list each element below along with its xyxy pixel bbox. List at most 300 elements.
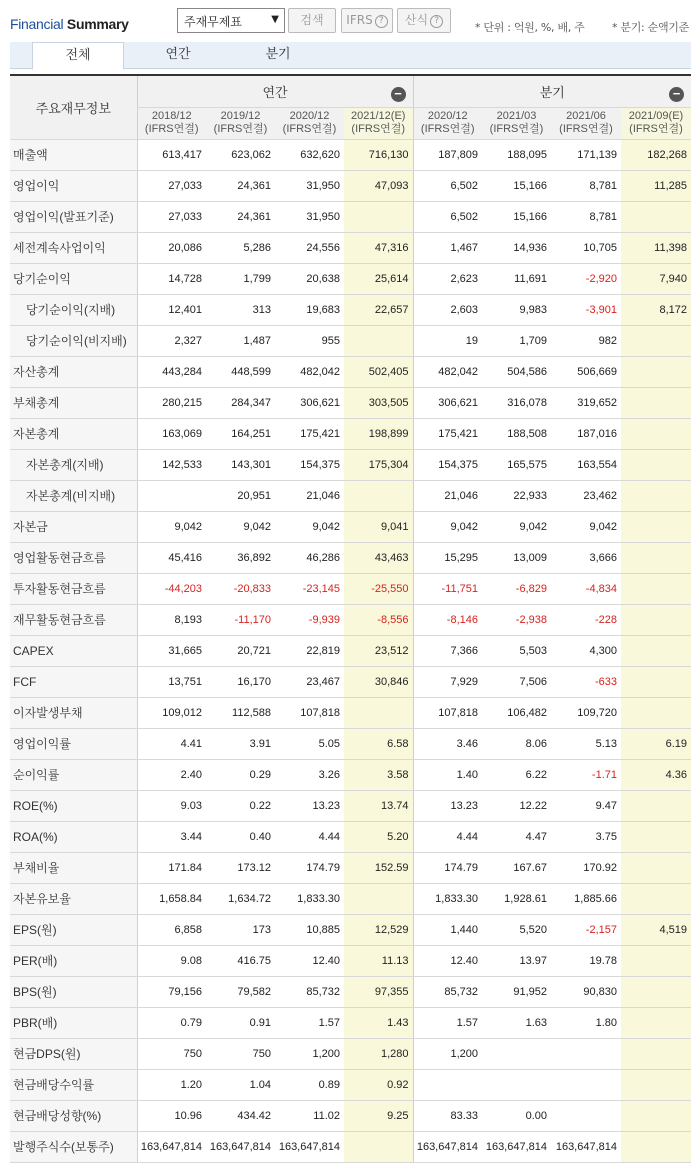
value-cell: 163,647,814 bbox=[206, 1131, 275, 1162]
unit-note: * 단위 : 억원, %, 배, 주 bbox=[475, 21, 585, 34]
formula-button[interactable] bbox=[397, 8, 451, 33]
value-cell: 6.22 bbox=[482, 759, 551, 790]
value-cell: 4,519 bbox=[621, 914, 691, 945]
value-cell: 24,361 bbox=[206, 170, 275, 201]
value-cell: 187,016 bbox=[551, 418, 621, 449]
value-cell: 6,502 bbox=[413, 201, 482, 232]
value-cell bbox=[482, 1038, 551, 1069]
tab-all[interactable]: 전체 bbox=[32, 42, 124, 70]
value-cell: 46,286 bbox=[275, 542, 344, 573]
value-cell: 313 bbox=[206, 294, 275, 325]
period-label: 2021/09(E) bbox=[628, 110, 684, 122]
value-cell: 4.44 bbox=[413, 821, 482, 852]
period-column-header bbox=[551, 107, 621, 139]
annual-group-label: 연간 bbox=[262, 84, 288, 100]
value-cell bbox=[621, 573, 691, 604]
value-cell bbox=[621, 418, 691, 449]
value-cell: 10,705 bbox=[551, 232, 621, 263]
table-row bbox=[10, 635, 691, 666]
value-cell: 23,512 bbox=[344, 635, 413, 666]
value-cell: 163,554 bbox=[551, 449, 621, 480]
basis-label: (IFRS연결) bbox=[351, 123, 406, 135]
row-label: ROE(%) bbox=[10, 790, 137, 821]
row-label: ROA(%) bbox=[10, 821, 137, 852]
basis-label: (IFRS연결) bbox=[420, 123, 475, 135]
value-cell: 1,833.30 bbox=[275, 883, 344, 914]
value-cell: 16,170 bbox=[206, 666, 275, 697]
value-cell: 20,638 bbox=[275, 263, 344, 294]
collapse-quarter-icon[interactable]: − bbox=[669, 87, 684, 102]
value-cell: 5,503 bbox=[482, 635, 551, 666]
value-cell bbox=[551, 1038, 621, 1069]
value-cell: 303,505 bbox=[344, 387, 413, 418]
value-cell: 36,892 bbox=[206, 542, 275, 573]
value-cell: 45,416 bbox=[137, 542, 206, 573]
value-cell: 14,728 bbox=[137, 263, 206, 294]
value-cell: 1,658.84 bbox=[137, 883, 206, 914]
row-label: 세전계속사업이익 bbox=[10, 232, 137, 263]
table-row bbox=[10, 914, 691, 945]
value-cell: 306,621 bbox=[413, 387, 482, 418]
value-cell: 112,588 bbox=[206, 697, 275, 728]
title-financial: Financial bbox=[10, 16, 64, 32]
row-label: 자본금 bbox=[10, 511, 137, 542]
value-cell: 316,078 bbox=[482, 387, 551, 418]
value-cell: 750 bbox=[206, 1038, 275, 1069]
row-label: 영업활동현금흐름 bbox=[10, 542, 137, 573]
value-cell: 955 bbox=[275, 325, 344, 356]
value-cell: 4,300 bbox=[551, 635, 621, 666]
value-cell: 3.44 bbox=[137, 821, 206, 852]
value-cell: 22,657 bbox=[344, 294, 413, 325]
period-label: 2019/12 bbox=[220, 110, 261, 122]
period-column-header bbox=[206, 107, 275, 139]
value-cell: 750 bbox=[137, 1038, 206, 1069]
row-label: 매출액 bbox=[10, 139, 137, 170]
value-cell: 5,520 bbox=[482, 914, 551, 945]
value-cell: 175,421 bbox=[275, 418, 344, 449]
row-label: 영업이익(발표기준) bbox=[10, 201, 137, 232]
table-row bbox=[10, 728, 691, 759]
value-cell: 13.97 bbox=[482, 945, 551, 976]
value-cell: 15,166 bbox=[482, 170, 551, 201]
value-cell: 109,012 bbox=[137, 697, 206, 728]
value-cell bbox=[413, 1069, 482, 1100]
table-row bbox=[10, 1131, 691, 1162]
row-label: 재무활동현금흐름 bbox=[10, 604, 137, 635]
ifrs-label: IFRS bbox=[346, 13, 373, 27]
row-label: 자산총계 bbox=[10, 356, 137, 387]
value-cell: -11,751 bbox=[413, 573, 482, 604]
value-cell bbox=[621, 697, 691, 728]
value-cell: 23,462 bbox=[551, 480, 621, 511]
value-cell: 502,405 bbox=[344, 356, 413, 387]
value-cell: 9,042 bbox=[275, 511, 344, 542]
table-row bbox=[10, 852, 691, 883]
formula-label: 산식 bbox=[404, 13, 429, 27]
table-row bbox=[10, 1100, 691, 1131]
value-cell: -23,145 bbox=[275, 573, 344, 604]
value-cell bbox=[621, 1007, 691, 1038]
value-cell bbox=[621, 635, 691, 666]
value-cell: 106,482 bbox=[482, 697, 551, 728]
value-cell: 109,720 bbox=[551, 697, 621, 728]
value-cell bbox=[621, 666, 691, 697]
value-cell: -25,550 bbox=[344, 573, 413, 604]
collapse-annual-icon[interactable]: − bbox=[391, 87, 406, 102]
value-cell: 1.80 bbox=[551, 1007, 621, 1038]
row-label: 영업이익 bbox=[10, 170, 137, 201]
label-column-header: 주요재무정보 bbox=[10, 75, 137, 139]
value-cell: 90,830 bbox=[551, 976, 621, 1007]
table-row bbox=[10, 449, 691, 480]
value-cell: 8.06 bbox=[482, 728, 551, 759]
table-row bbox=[10, 418, 691, 449]
value-cell: 0.79 bbox=[137, 1007, 206, 1038]
value-cell: 5,286 bbox=[206, 232, 275, 263]
value-cell: 12,401 bbox=[137, 294, 206, 325]
value-cell bbox=[621, 201, 691, 232]
help-icon: ? bbox=[430, 15, 443, 28]
value-cell: 1,467 bbox=[413, 232, 482, 263]
row-label: 자본유보율 bbox=[10, 883, 137, 914]
value-cell: -228 bbox=[551, 604, 621, 635]
value-cell bbox=[621, 821, 691, 852]
value-cell: 434.42 bbox=[206, 1100, 275, 1131]
ifrs-button[interactable] bbox=[341, 8, 393, 33]
value-cell: -9,939 bbox=[275, 604, 344, 635]
value-cell: 0.92 bbox=[344, 1069, 413, 1100]
value-cell: 2,327 bbox=[137, 325, 206, 356]
value-cell: 0.40 bbox=[206, 821, 275, 852]
value-cell: 9,042 bbox=[551, 511, 621, 542]
value-cell: 31,950 bbox=[275, 170, 344, 201]
value-cell: 3.91 bbox=[206, 728, 275, 759]
value-cell: 143,301 bbox=[206, 449, 275, 480]
value-cell: 1.40 bbox=[413, 759, 482, 790]
value-cell: 85,732 bbox=[413, 976, 482, 1007]
value-cell: 443,284 bbox=[137, 356, 206, 387]
row-label: 현금배당성향(%) bbox=[10, 1100, 137, 1131]
value-cell: -6,829 bbox=[482, 573, 551, 604]
table-row bbox=[10, 790, 691, 821]
value-cell bbox=[621, 945, 691, 976]
value-cell: 15,295 bbox=[413, 542, 482, 573]
value-cell: 187,809 bbox=[413, 139, 482, 170]
value-cell: 31,950 bbox=[275, 201, 344, 232]
value-cell: 27,033 bbox=[137, 201, 206, 232]
value-cell: 20,086 bbox=[137, 232, 206, 263]
value-cell: 79,156 bbox=[137, 976, 206, 1007]
value-cell: 167.67 bbox=[482, 852, 551, 883]
value-cell: 319,652 bbox=[551, 387, 621, 418]
value-cell: 174.79 bbox=[275, 852, 344, 883]
value-cell: 14,936 bbox=[482, 232, 551, 263]
basis-label: (IFRS연결) bbox=[282, 123, 337, 135]
value-cell: 13,751 bbox=[137, 666, 206, 697]
value-cell: 1,833.30 bbox=[413, 883, 482, 914]
statement-type-select[interactable] bbox=[177, 8, 285, 33]
value-cell bbox=[344, 480, 413, 511]
annual-group-header bbox=[137, 75, 413, 107]
quarter-group-label: 분기 bbox=[539, 84, 565, 100]
value-cell: -20,833 bbox=[206, 573, 275, 604]
value-cell: 8,172 bbox=[621, 294, 691, 325]
period-label: 2021/03 bbox=[496, 110, 537, 122]
value-cell: 174.79 bbox=[413, 852, 482, 883]
value-cell: -3,901 bbox=[551, 294, 621, 325]
value-cell: 173.12 bbox=[206, 852, 275, 883]
table-row bbox=[10, 666, 691, 697]
value-cell: 2,623 bbox=[413, 263, 482, 294]
table-row bbox=[10, 883, 691, 914]
value-cell: -633 bbox=[551, 666, 621, 697]
value-cell: 3.75 bbox=[551, 821, 621, 852]
value-cell: 163,069 bbox=[137, 418, 206, 449]
table-row bbox=[10, 170, 691, 201]
value-cell: 4.44 bbox=[275, 821, 344, 852]
value-cell: -44,203 bbox=[137, 573, 206, 604]
value-cell: 504,586 bbox=[482, 356, 551, 387]
statement-type-value: 주재무제표 bbox=[184, 15, 242, 29]
value-cell: 8,193 bbox=[137, 604, 206, 635]
value-cell: 173 bbox=[206, 914, 275, 945]
tab-annual[interactable]: 연간 bbox=[165, 47, 191, 62]
period-column-header bbox=[621, 107, 691, 139]
basis-label: (IFRS연결) bbox=[629, 123, 683, 135]
value-cell: 1.57 bbox=[413, 1007, 482, 1038]
value-cell: 22,819 bbox=[275, 635, 344, 666]
help-icon: ? bbox=[375, 15, 388, 28]
value-cell: 198,899 bbox=[344, 418, 413, 449]
value-cell bbox=[621, 883, 691, 914]
row-label: 자본총계 bbox=[10, 418, 137, 449]
value-cell: 7,506 bbox=[482, 666, 551, 697]
value-cell: 47,316 bbox=[344, 232, 413, 263]
value-cell: 1.57 bbox=[275, 1007, 344, 1038]
value-cell bbox=[344, 1131, 413, 1162]
value-cell: 164,251 bbox=[206, 418, 275, 449]
row-label: 현금DPS(원) bbox=[10, 1038, 137, 1069]
value-cell: 13.74 bbox=[344, 790, 413, 821]
value-cell: 30,846 bbox=[344, 666, 413, 697]
row-label: BPS(원) bbox=[10, 976, 137, 1007]
row-label: 현금배당수익률 bbox=[10, 1069, 137, 1100]
value-cell: 85,732 bbox=[275, 976, 344, 1007]
value-cell: 8,781 bbox=[551, 170, 621, 201]
value-cell: 9,042 bbox=[137, 511, 206, 542]
table-row bbox=[10, 945, 691, 976]
value-cell: 10.96 bbox=[137, 1100, 206, 1131]
row-label: FCF bbox=[10, 666, 137, 697]
value-cell: 12.22 bbox=[482, 790, 551, 821]
value-cell: 8,781 bbox=[551, 201, 621, 232]
value-cell: 11.13 bbox=[344, 945, 413, 976]
value-cell: 5.20 bbox=[344, 821, 413, 852]
value-cell: 24,361 bbox=[206, 201, 275, 232]
value-cell: 1.43 bbox=[344, 1007, 413, 1038]
value-cell: 1,200 bbox=[413, 1038, 482, 1069]
value-cell: 11,398 bbox=[621, 232, 691, 263]
tab-quarterly[interactable]: 분기 bbox=[265, 47, 291, 62]
table-row bbox=[10, 821, 691, 852]
value-cell bbox=[621, 1100, 691, 1131]
value-cell: 1.63 bbox=[482, 1007, 551, 1038]
row-label: 자본총계(지배) bbox=[10, 449, 137, 480]
value-cell: 9,041 bbox=[344, 511, 413, 542]
row-label: 당기순이익(지배) bbox=[10, 294, 137, 325]
table-row bbox=[10, 480, 691, 511]
table-row bbox=[10, 232, 691, 263]
value-cell: 6.58 bbox=[344, 728, 413, 759]
value-cell: 21,046 bbox=[275, 480, 344, 511]
value-cell bbox=[344, 697, 413, 728]
quarter-group-header bbox=[413, 75, 691, 107]
row-label: CAPEX bbox=[10, 635, 137, 666]
row-label: 투자활동현금흐름 bbox=[10, 573, 137, 604]
row-label: 당기순이익(비지배) bbox=[10, 325, 137, 356]
value-cell: 1,799 bbox=[206, 263, 275, 294]
table-row bbox=[10, 604, 691, 635]
value-cell: 27,033 bbox=[137, 170, 206, 201]
value-cell: 0.91 bbox=[206, 1007, 275, 1038]
value-cell: 188,095 bbox=[482, 139, 551, 170]
row-label: 자본총계(비지배) bbox=[10, 480, 137, 511]
value-cell: 280,215 bbox=[137, 387, 206, 418]
value-cell: 15,166 bbox=[482, 201, 551, 232]
table-row bbox=[10, 1007, 691, 1038]
value-cell: 6,502 bbox=[413, 170, 482, 201]
row-label: 당기순이익 bbox=[10, 263, 137, 294]
search-button[interactable]: 검색 bbox=[288, 8, 336, 33]
value-cell bbox=[137, 480, 206, 511]
value-cell: 1.04 bbox=[206, 1069, 275, 1100]
value-cell: 3,666 bbox=[551, 542, 621, 573]
table-row bbox=[10, 325, 691, 356]
table-row bbox=[10, 263, 691, 294]
value-cell bbox=[344, 201, 413, 232]
value-cell bbox=[621, 976, 691, 1007]
financial-summary-table bbox=[10, 74, 691, 1163]
value-cell: 170.92 bbox=[551, 852, 621, 883]
value-cell: 12,529 bbox=[344, 914, 413, 945]
value-cell bbox=[344, 325, 413, 356]
page-title bbox=[10, 16, 129, 32]
value-cell: 13.23 bbox=[275, 790, 344, 821]
value-cell: 11,285 bbox=[621, 170, 691, 201]
value-cell: 7,366 bbox=[413, 635, 482, 666]
table-row bbox=[10, 294, 691, 325]
value-cell: 982 bbox=[551, 325, 621, 356]
table-row bbox=[10, 976, 691, 1007]
value-cell: 2,603 bbox=[413, 294, 482, 325]
value-cell: 182,268 bbox=[621, 139, 691, 170]
value-cell: 1,487 bbox=[206, 325, 275, 356]
value-cell: 188,508 bbox=[482, 418, 551, 449]
value-cell: 9.47 bbox=[551, 790, 621, 821]
value-cell: 83.33 bbox=[413, 1100, 482, 1131]
value-cell: 0.29 bbox=[206, 759, 275, 790]
value-cell: 20,721 bbox=[206, 635, 275, 666]
value-cell: 506,669 bbox=[551, 356, 621, 387]
value-cell bbox=[621, 356, 691, 387]
value-cell: 3.46 bbox=[413, 728, 482, 759]
value-cell: -2,157 bbox=[551, 914, 621, 945]
value-cell: 613,417 bbox=[137, 139, 206, 170]
value-cell bbox=[621, 325, 691, 356]
value-cell: 0.89 bbox=[275, 1069, 344, 1100]
table-row bbox=[10, 387, 691, 418]
value-cell: -8,146 bbox=[413, 604, 482, 635]
value-cell bbox=[621, 387, 691, 418]
value-cell: -4,834 bbox=[551, 573, 621, 604]
quarter-basis-note: * 분기: 순액기준 bbox=[612, 21, 689, 34]
table-row bbox=[10, 201, 691, 232]
chevron-down-icon: ▼ bbox=[271, 14, 279, 25]
value-cell: 25,614 bbox=[344, 263, 413, 294]
value-cell: 416.75 bbox=[206, 945, 275, 976]
table-row bbox=[10, 1069, 691, 1100]
value-cell: 7,929 bbox=[413, 666, 482, 697]
value-cell: 716,130 bbox=[344, 139, 413, 170]
table-row bbox=[10, 697, 691, 728]
value-cell bbox=[482, 1069, 551, 1100]
value-cell bbox=[621, 449, 691, 480]
period-label: 2020/12 bbox=[289, 110, 330, 122]
value-cell: 1,634.72 bbox=[206, 883, 275, 914]
value-cell: 107,818 bbox=[275, 697, 344, 728]
value-cell: -2,938 bbox=[482, 604, 551, 635]
value-cell: 9.03 bbox=[137, 790, 206, 821]
period-column-header bbox=[137, 107, 206, 139]
value-cell: 3.58 bbox=[344, 759, 413, 790]
period-tabs bbox=[10, 42, 691, 69]
row-label: PER(배) bbox=[10, 945, 137, 976]
value-cell: 12.40 bbox=[413, 945, 482, 976]
value-cell: 171,139 bbox=[551, 139, 621, 170]
value-cell bbox=[621, 852, 691, 883]
value-cell bbox=[621, 511, 691, 542]
period-label: 2018/12 bbox=[151, 110, 192, 122]
row-label: EPS(원) bbox=[10, 914, 137, 945]
table-row bbox=[10, 356, 691, 387]
value-cell: 19.78 bbox=[551, 945, 621, 976]
period-column-header bbox=[275, 107, 344, 139]
value-cell: 19 bbox=[413, 325, 482, 356]
value-cell: 1.20 bbox=[137, 1069, 206, 1100]
value-cell: 1,928.61 bbox=[482, 883, 551, 914]
value-cell bbox=[621, 604, 691, 635]
value-cell: 4.36 bbox=[621, 759, 691, 790]
period-label: 2020/12 bbox=[427, 110, 468, 122]
value-cell: 0.00 bbox=[482, 1100, 551, 1131]
row-label: 부채비율 bbox=[10, 852, 137, 883]
value-cell: 43,463 bbox=[344, 542, 413, 573]
period-column-header bbox=[344, 107, 413, 139]
value-cell: 165,575 bbox=[482, 449, 551, 480]
row-label: 이자발생부채 bbox=[10, 697, 137, 728]
value-cell: 1,709 bbox=[482, 325, 551, 356]
basis-label: (IFRS연결) bbox=[144, 123, 199, 135]
table-row bbox=[10, 139, 691, 170]
value-cell: 163,647,814 bbox=[551, 1131, 621, 1162]
value-cell: 163,647,814 bbox=[137, 1131, 206, 1162]
value-cell: 5.13 bbox=[551, 728, 621, 759]
value-cell: 142,533 bbox=[137, 449, 206, 480]
period-label: 2021/06 bbox=[566, 110, 606, 122]
value-cell: -1.71 bbox=[551, 759, 621, 790]
value-cell: 3.26 bbox=[275, 759, 344, 790]
